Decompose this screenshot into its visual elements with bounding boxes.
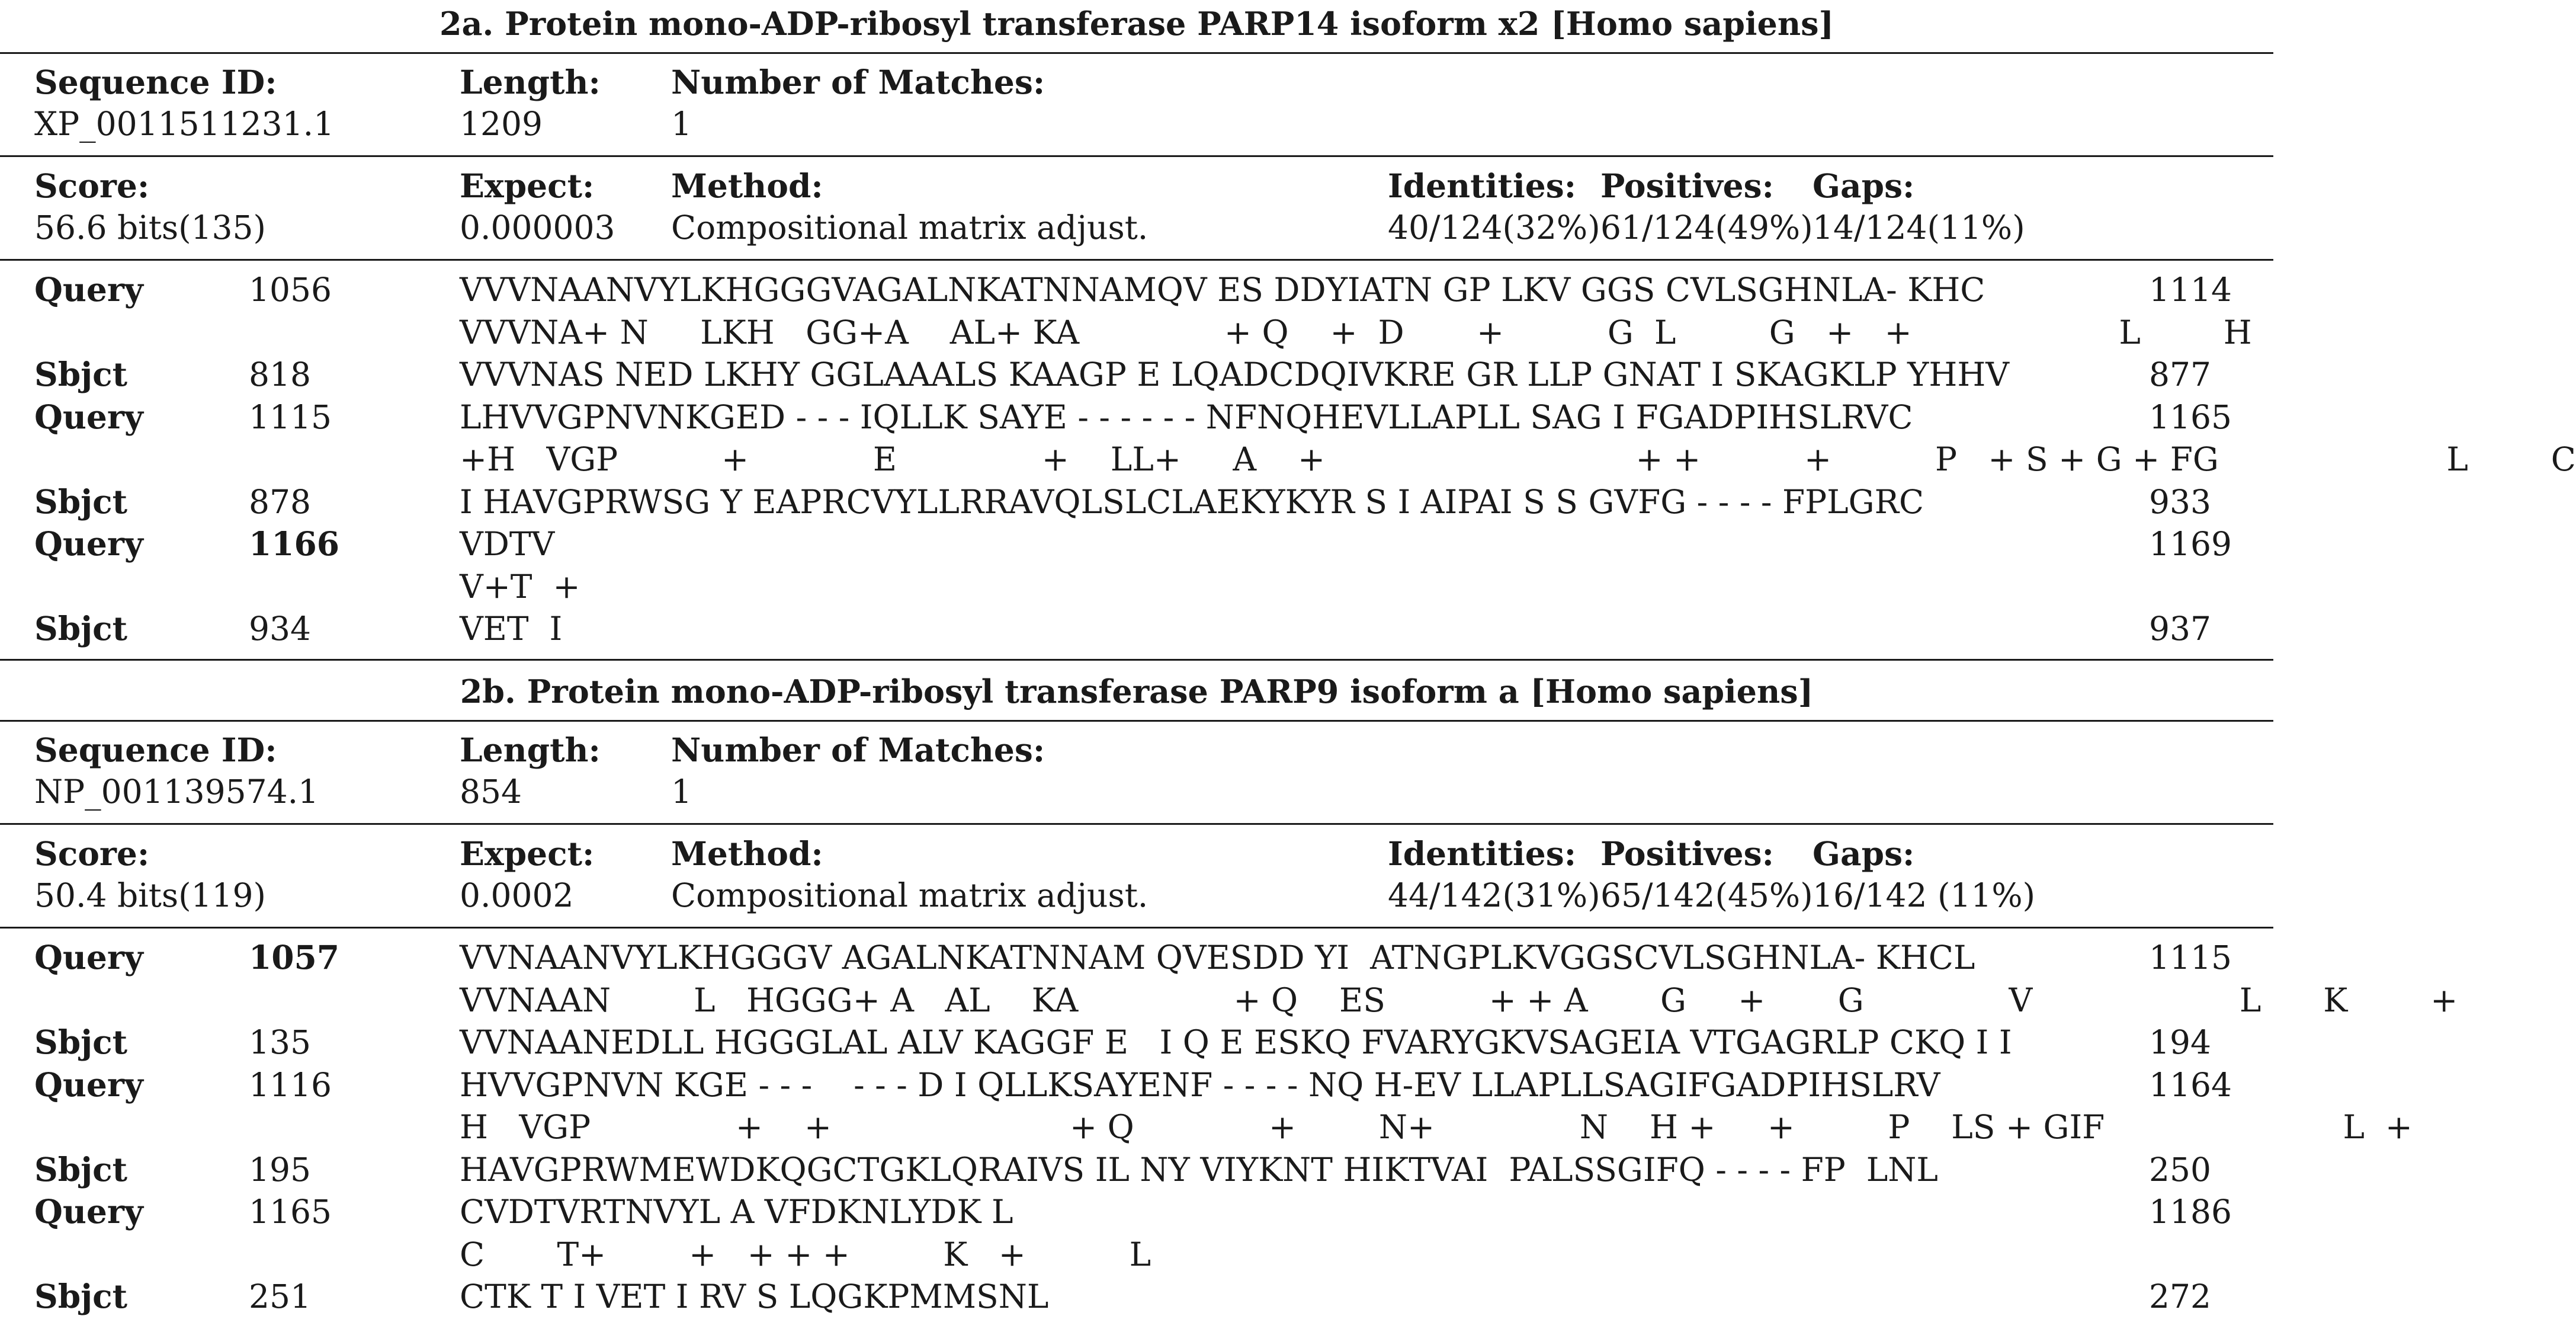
alignment-end-position: 250 [2149,1150,2211,1189]
sequence-id-value: XP_0011511231.1 [34,105,335,143]
alignment-sequence: VVVNAS NED LKHY GGLAAALS KAAGP E LQADCDQIVKRE GR LLP GNAT I SKAGKLP YHHV [460,356,2010,393]
method-label: Method: [671,167,823,205]
expect-label: Expect: [460,834,595,873]
identities-value: 40/124(32%) [1388,209,1600,246]
length-label: Length: [460,63,601,101]
alignment-end-position: 1186 [2149,1193,2232,1231]
alignment-sequence: CVDTVRTNVYL A VFDKNLYDK L [460,1193,1013,1231]
alignment-row-label: Query [34,1192,143,1231]
alignment-start-position: 1166 [249,524,340,563]
alignment-sequence: +H VGP + E + LL+ A + + + + P + S + G + FG L C [460,440,2576,478]
alignment-row-label: Query [34,1065,143,1104]
gaps-label: Gaps: [1812,167,1915,205]
matches-label: Number of Matches: [671,731,1045,769]
alignment-row-label: Query [34,270,143,309]
alignment-end-position: 1164 [2149,1065,2232,1104]
alignment-sequence: H VGP + + + Q + N+ N H + + P LS + GIF L + [460,1108,2413,1146]
alignment-row-label: Sbjct [34,1277,127,1315]
gaps-value: 16/142 (11%) [1812,876,2036,914]
expect-value: 0.0002 [460,876,574,914]
method-value: Compositional matrix adjust. [671,876,1149,914]
rule-section-end [0,659,2273,661]
alignment-sequence: VET I [460,610,563,648]
alignment-start-position: 251 [249,1278,311,1315]
alignment-sequence: LHVVGPNVNKGED - - - IQLLK SAYE - - - - - - NFNQHEVLLAPLL SAG I FGADPIHSLRVC [460,398,1913,436]
method-label: Method: [671,834,823,873]
alignment-start-position: 1057 [249,938,340,977]
alignment-end-position: 933 [2149,482,2211,521]
alignment-start-position: 878 [249,482,311,521]
alignment-end-position: 194 [2149,1023,2211,1061]
alignment-sequence: HVVGPNVN KGE - - - - - - D I QLLKSAYENF - - - - NQ H-EV LLAPLLSAGIFGADPIHSLRV [460,1065,1940,1104]
alignment-sequence: VVVNA+ N LKH GG+A AL+ KA + Q + D + G L G + + L H [460,313,2252,351]
alignment-start-position: 1056 [249,271,332,309]
alignment-end-position: 1115 [2149,939,2232,977]
alignment-row-label: Query [34,397,143,436]
matches-label: Number of Matches: [671,63,1045,101]
alignment-sequence: V+T + [460,567,580,606]
identities-label: Identities: [1388,167,1577,205]
alignment-end-position: 1114 [2149,271,2232,309]
rule-alignment-top [0,259,2273,261]
alignment-end-position: 1169 [2149,525,2232,563]
identities-label: Identities: [1388,834,1577,873]
score-label: Score: [34,167,150,205]
alignment-end-position: 272 [2149,1278,2211,1315]
matches-value: 1 [671,105,692,143]
score-value: 56.6 bits(135) [34,209,266,246]
identities-value: 44/142(31%) [1388,876,1600,914]
sequence-id-label: Sequence ID: [34,731,277,769]
gaps-label: Gaps: [1812,834,1915,873]
alignment-end-position: 1165 [2149,398,2232,436]
positives-value: 61/124(49%) [1600,209,1813,246]
gaps-value: 14/124(11%) [1812,209,2025,246]
alignment-start-position: 818 [249,356,311,393]
length-label: Length: [460,731,601,769]
alignment-row-label: Sbjct [34,1150,127,1189]
method-value: Compositional matrix adjust. [671,209,1149,246]
alignment-sequence: VVNAANVYLKHGGGV AGALNKATNNAM QVESDD YI ATNGPLKVGGSCVLSGHNLA- KHCL [460,939,1975,977]
rule-mid [0,823,2273,825]
alignment-start-position: 934 [249,610,311,648]
alignment-sequence: VVVNAANVYLKHGGGVAGALNKATNNAMQV ES DDYIATN GP LKV GGS CVLSGHNLA- KHC [460,271,1985,309]
alignment-sequence: VVNAANEDLL HGGGLAL ALV KAGGF E I Q E ESKQ FVARYGKVSAGEIA VTGAGRLP CKQ I I [460,1023,2012,1061]
sequence-id-label: Sequence ID: [34,63,277,101]
alignment-row-label: Query [34,938,143,977]
expect-label: Expect: [460,167,595,205]
alignment-row-label: Sbjct [34,482,127,521]
alignment-row-label: Sbjct [34,1023,127,1061]
positives-label: Positives: [1600,834,1774,873]
alignment-sequence: I HAVGPRWSG Y EAPRCVYLLRRAVQLSLCLAEKYKYR S I AIPAI S S GVFG - - - - FPLGRC [460,482,1924,521]
positives-label: Positives: [1600,167,1774,205]
section-title: 2a. Protein mono-ADP-ribosyl transferase PARP14 isoform x2 [Homo sapiens] [439,5,1834,43]
alignment-start-position: 135 [249,1023,311,1061]
section-title: 2b. Protein mono-ADP-ribosyl transferase PARP9 isoform a [Homo sapiens] [460,673,1814,710]
expect-value: 0.000003 [460,209,615,246]
alignment-row-label: Sbjct [34,355,127,393]
score-label: Score: [34,834,150,873]
matches-value: 1 [671,773,692,811]
alignment-row-label: Sbjct [34,609,127,648]
alignment-sequence: VDTV [460,525,555,563]
rule-top [0,52,2273,54]
alignment-start-position: 1115 [249,398,332,436]
length-value: 854 [460,773,522,811]
alignment-sequence: HAVGPRWMEWDKQGCTGKLQRAIVS IL NY VIYKNT HIKTVAI PALSSGIFQ - - - - FP LNL [460,1150,1938,1189]
positives-value: 65/142(45%) [1600,876,1813,914]
alignment-row-label: Query [34,524,143,563]
length-value: 1209 [460,105,543,143]
score-value: 50.4 bits(119) [34,876,266,914]
sequence-id-value: NP_001139574.1 [34,773,319,811]
alignment-end-position: 877 [2149,356,2211,393]
alignment-start-position: 1116 [249,1065,332,1104]
alignment-sequence: C T+ + + + + K + L [460,1235,1151,1273]
alignment-end-position: 937 [2149,610,2211,648]
alignment-sequence: VVNAAN L HGGG+ A AL KA + Q ES + + A G + G V L K + [460,981,2458,1019]
alignment-start-position: 195 [249,1150,311,1189]
rule-top [0,720,2273,722]
alignment-start-position: 1165 [249,1193,332,1231]
rule-mid [0,155,2273,157]
rule-alignment-top [0,927,2273,929]
alignment-sequence: CTK T I VET I RV S LQGKPMMSNL [460,1278,1049,1315]
